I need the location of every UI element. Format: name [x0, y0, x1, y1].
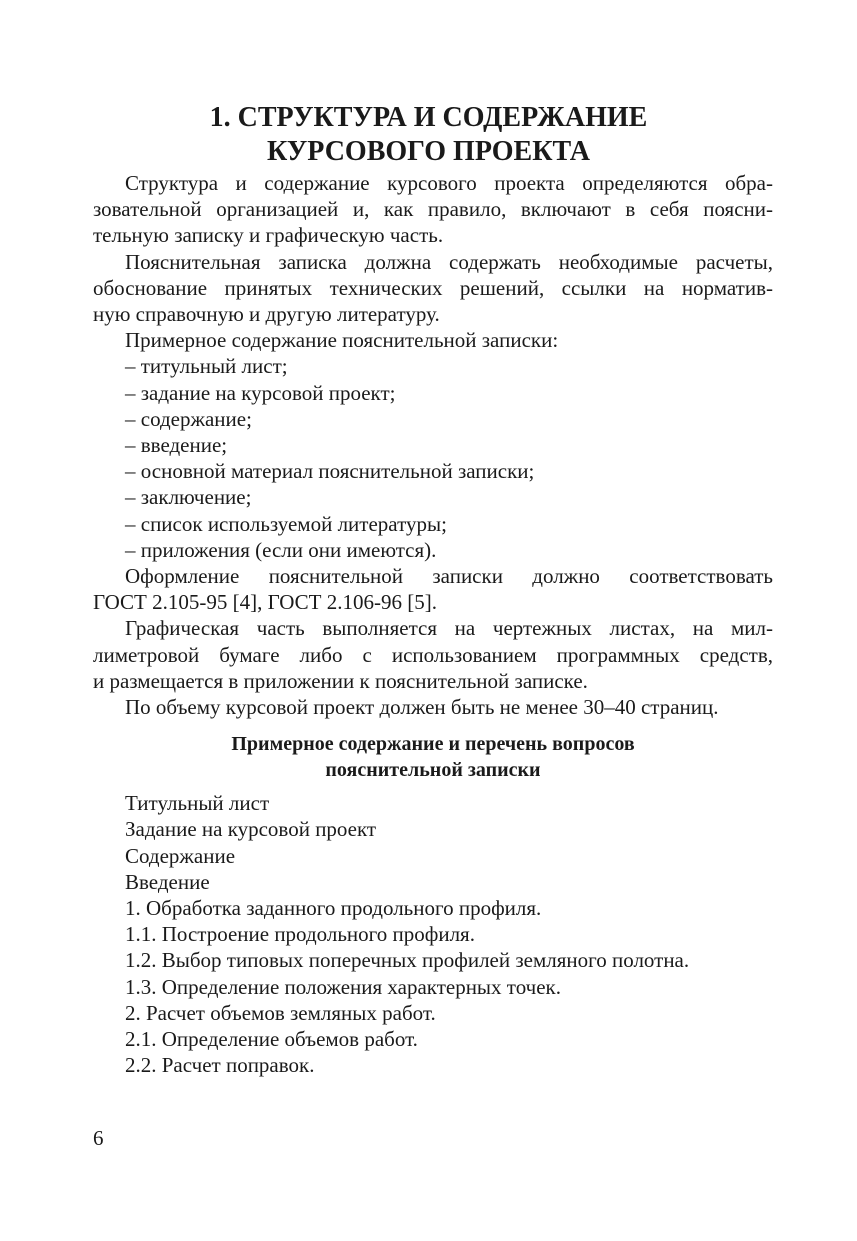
list-item: – заключение; — [125, 485, 252, 510]
paragraph-line: По объему курсовой проект должен быть не менее 30–40 страниц. — [125, 695, 719, 720]
list-item: – список используемой литературы; — [125, 511, 447, 536]
subheading-line: пояснительной записки — [325, 759, 541, 782]
list-item: – основной материал пояснительной записки; — [125, 459, 535, 484]
body-text — [93, 170, 773, 1079]
title-line: КУРСОВОГО ПРОЕКТА — [266, 136, 591, 167]
contents-item: 2.2. Расчет поправок. — [125, 1053, 315, 1078]
page-number: 6 — [93, 1126, 104, 1150]
list-item: – задание на курсовой проект; — [125, 380, 396, 405]
paragraph-line: и размещается в приложении к пояснительной записке. — [93, 668, 588, 693]
paragraph-line: Примерное содержание пояснительной записки: — [125, 328, 559, 353]
paragraph-line: ГОСТ 2.105-95 [4], ГОСТ 2.106-96 [5]. — [93, 590, 437, 615]
contents-item: Содержание — [125, 843, 236, 868]
section-subheading — [93, 731, 773, 783]
contents-item: Задание на курсовой проект — [125, 817, 377, 842]
list-item: – содержание; — [125, 406, 252, 431]
paragraph-line: лиметровой бумаге либо с использованием программных средств, — [93, 642, 773, 667]
contents-item: Титульный лист — [125, 791, 270, 816]
title-line: 1. СТРУКТУРА И СОДЕРЖАНИЕ — [209, 102, 648, 133]
paragraph-line: Пояснительная записка должна содержать необходимые расчеты, — [125, 249, 773, 274]
paragraph-line: обоснование принятых технических решений, ссылки на норматив- — [93, 275, 773, 300]
contents-item: 1.1. Построение продольного профиля. — [125, 922, 475, 947]
paragraph-line: зовательной организацией и, как правило, включают в себя поясни- — [93, 197, 773, 222]
paragraph-line: Оформление пояснительной записки должно соответствовать — [125, 564, 773, 589]
contents-item: 2. Расчет объемов земляных работ. — [125, 1000, 436, 1025]
list-item: – приложения (если они имеются). — [125, 537, 437, 562]
contents-item: Введение — [125, 869, 210, 894]
page-title — [0, 101, 857, 169]
contents-item: 2.1. Определение объемов работ. — [125, 1027, 418, 1052]
paragraph-line: Структура и содержание курсового проекта определяются обра- — [125, 171, 773, 195]
paragraph-line: ную справочную и другую литературу. — [93, 302, 440, 327]
list-item: – титульный лист; — [125, 354, 288, 379]
list-item: – введение; — [125, 433, 228, 458]
paragraph-line: тельную записку и графическую часть. — [93, 223, 444, 248]
contents-item: 1. Обработка заданного продольного профиля. — [125, 896, 542, 921]
contents-item: 1.3. Определение положения характерных точек. — [125, 974, 561, 999]
contents-item: 1.2. Выбор типовых поперечных профилей земляного полотна. — [125, 948, 690, 973]
subheading-line: Примерное содержание и перечень вопросов — [231, 733, 635, 756]
paragraph-line: Графическая часть выполняется на чертежных листах, на мил- — [125, 616, 773, 641]
